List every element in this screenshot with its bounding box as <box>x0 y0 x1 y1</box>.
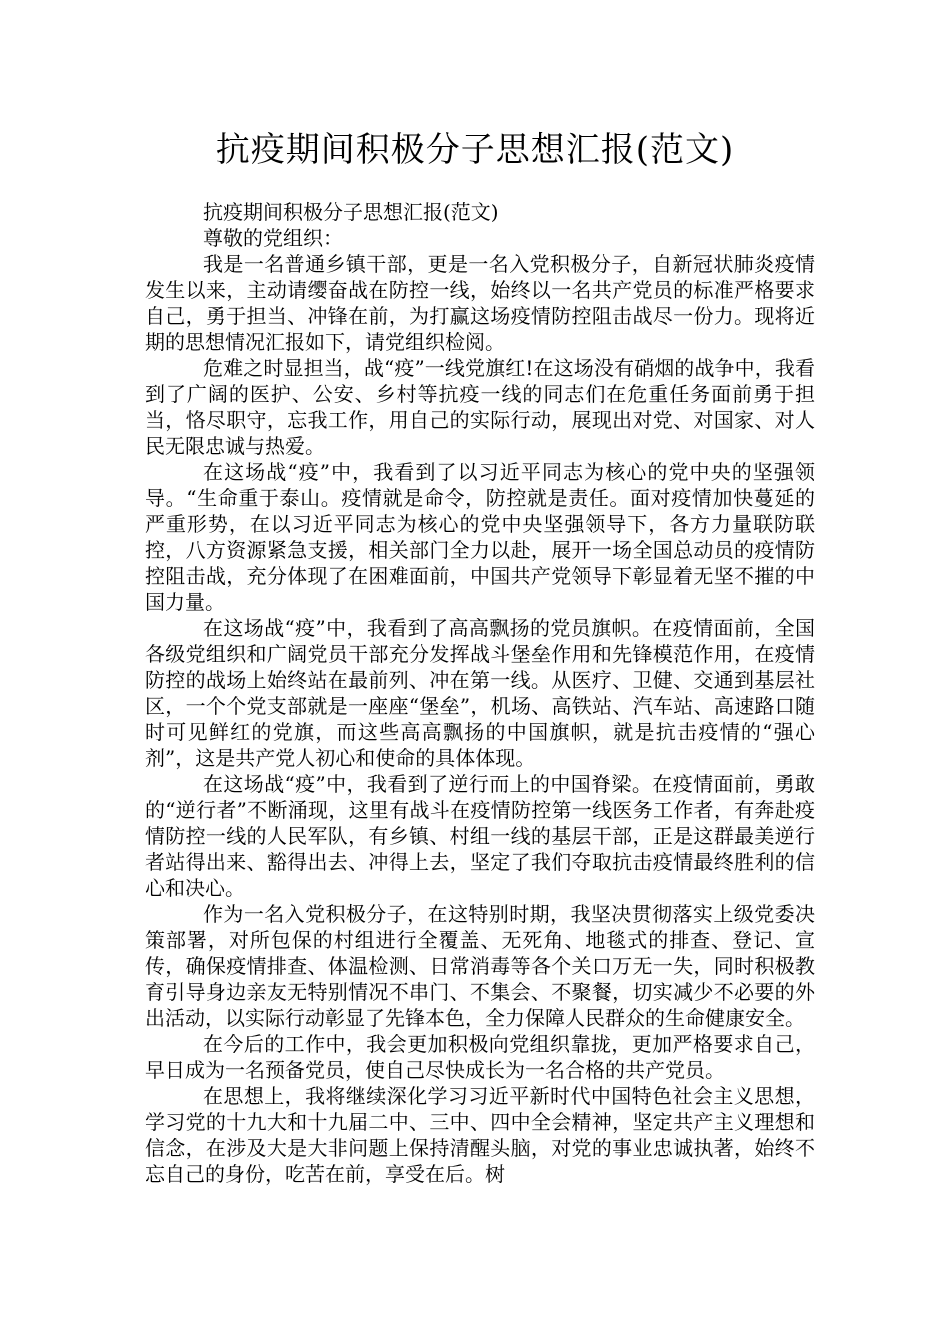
document-subtitle: 抗疫期间积极分子思想汇报(范文) <box>203 200 499 224</box>
paragraph-3: 在这场战“疫”中，我看到了以习近平同志为核心的党中央的坚强领导。“生命重于泰山。疫情就是命令，防控就是责任。面对疫情加快蔓延的严重形势，在以习近平同志为核心的党中央坚强领导下，各方力量联防联控，八方资源紧急支援，相关部门全力以赴，展开一场全国总动员的疫情防控阻击战，充分体现了在困难面前，中国共产党领导下彰显着无坚不摧的中国力量。 <box>145 460 815 614</box>
paragraph-8: 在思想上，我将继续深化学习习近平新时代中国特色社会主义思想，学习党的十九大和十九届二中、三中、四中全会精神，坚定共产主义理想和信念，在涉及大是大非问题上保持清醒头脑，对党的事业忠诚执著，始终不忘自己的身份，吃苦在前，享受在后。树 <box>145 1084 815 1186</box>
paragraph-7: 在今后的工作中，我会更加积极向党组织靠拢，更加严格要求自己，早日成为一名预备党员，使自己尽快成长为一名合格的共产党员。 <box>145 1032 815 1082</box>
paragraph-2: 危难之时显担当，战“疫”一线党旗红!在这场没有硝烟的战争中，我看到了广阔的医护、公安、乡村等抗疫一线的同志们在危重任务面前勇于担当，恪尽职守，忘我工作，用自己的实际行动，展现出对党、对国家、对人民无限忠诚与热爱。 <box>145 356 815 458</box>
document-body <box>145 199 815 1187</box>
document-title: 抗疫期间积极分子思想汇报(范文) <box>215 130 735 170</box>
paragraph-4: 在这场战“疫”中，我看到了高高飘扬的党员旗帜。在疫情面前，全国各级党组织和广阔党员干部充分发挥战斗堡垒作用和先锋模范作用，在疫情防控的战场上始终站在最前列、冲在第一线。从医疗、卫健、交通到基层社区，一个个党支部就是一座座“堡垒”，机场、高铁站、汽车站、高速路口随时可见鲜红的党旗，而这些高高飘扬的中国旗帜，就是抗击疫情的“强心剂”，这是共产党人初心和使命的具体体现。 <box>145 616 815 770</box>
paragraph-5: 在这场战“疫”中，我看到了逆行而上的中国脊梁。在疫情面前，勇敢的“逆行者”不断涌现，这里有战斗在疫情防控第一线医务工作者，有奔赴疫情防控一线的人民军队，有乡镇、村组一线的基层干部，正是这群最美逆行者站得出来、豁得出去、冲得上去，坚定了我们夺取抗击疫情最终胜利的信心和决心。 <box>145 772 815 900</box>
paragraph-1: 我是一名普通乡镇干部，更是一名入党积极分子，自新冠状肺炎疫情发生以来，主动请缨奋战在防控一线，始终以一名共产党员的标准严格要求自己，勇于担当、冲锋在前，为打赢这场疫情防控阻击战尽一份力。现将近期的思想情况汇报如下，请党组织检阅。 <box>145 252 815 354</box>
paragraph-6: 作为一名入党积极分子，在这特别时期，我坚决贯彻落实上级党委决策部署，对所包保的村组进行全覆盖、无死角、地毯式的排查、登记、宣传，确保疫情排查、体温检测、日常消毒等各个关口万无一失，同时积极教育引导身边亲友无特别情况不串门、不集会、不聚餐，切实减少不必要的外出活动，以实际行动彰显了先锋本色，全力保障人民群众的生命健康安全。 <box>145 902 815 1030</box>
salutation: 尊敬的党组织： <box>203 226 343 250</box>
